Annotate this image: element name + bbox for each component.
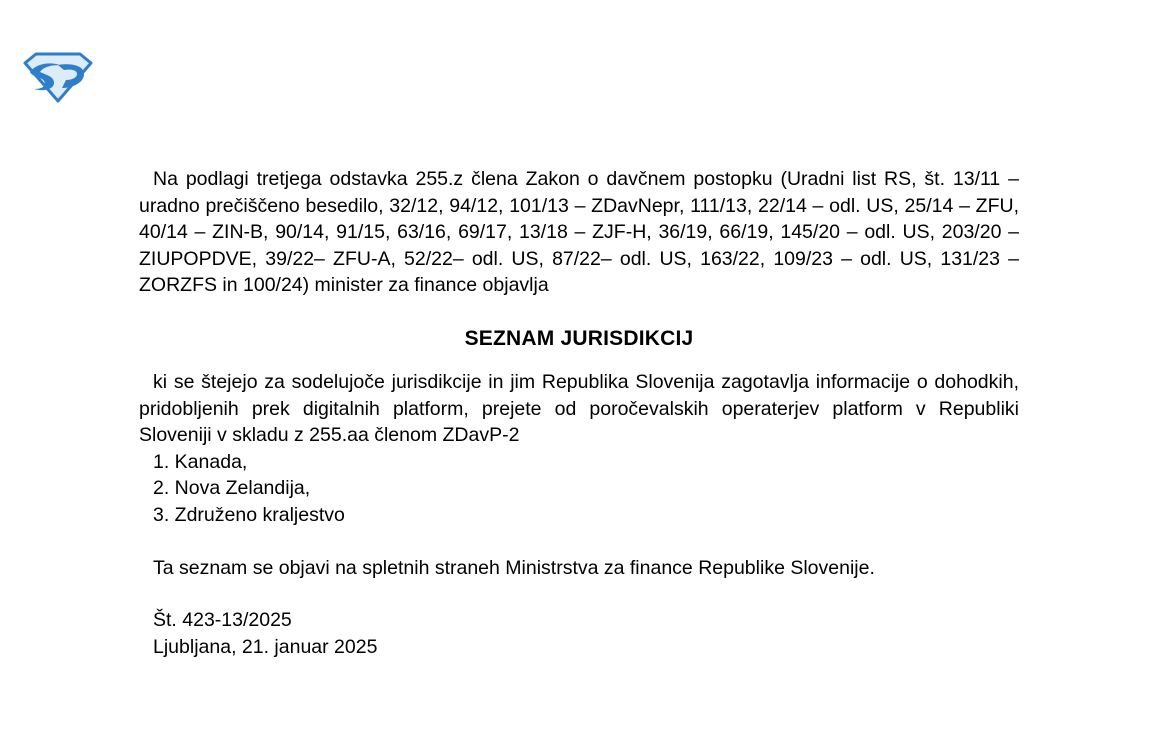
place-date: Ljubljana, 21. januar 2025 [153,635,378,658]
document-body [139,166,1019,660]
description-paragraph: ki se štejejo za sodelujoče jurisdikcije in jim Republika Slovenija zagotavlja informacije o dohodkih, pridobljenih prek digitalnih platform, prejete od poročevalskih operaterjev platform v Republiki Sloveniji v skladu z 255.aa členom ZDavP-2 [139,370,1019,447]
document-heading: SEZNAM JURISDIKCIJ [464,326,694,350]
jurisdiction-list [139,449,1019,529]
reference-number: Št. 423-13/2025 [153,609,292,632]
intro-paragraph: Na podlagi tretjega odstavka 255.z člena Zakon o davčnem postopku (Uradni list RS, št. 13/11 – uradno prečiščeno besedilo, 32/12, 94/12, 101/13 – ZDavNepr, 111/13, 22/14 – odl. US, 25/14 – ZFU, 40/14 – ZIN-B, 90/14, 91/15, 63/16, 69/17, 13/18 – ZJF-H, 36/19, 66/19, 145/20 – odl. US, 203/20 – ZIUPOPDVE, 39/22– ZFU-A, 52/22– odl. US, 87/22– odl. US, 163/22, 109/23 – odl. US, 131/23 – ZORZFS in 100/24) minister za finance objavlja [139,168,1019,297]
publication-note: Ta seznam se objavi na spletnih straneh Ministrstva za finance Republike Slovenije. [153,556,875,579]
list-item: 3. Združeno kraljestvo [153,503,345,526]
list-item: 1. Kanada, [153,450,248,473]
list-item: 2. Nova Zelandija, [153,477,311,500]
ministry-logo-icon [22,50,94,104]
document-reference [153,607,1019,660]
